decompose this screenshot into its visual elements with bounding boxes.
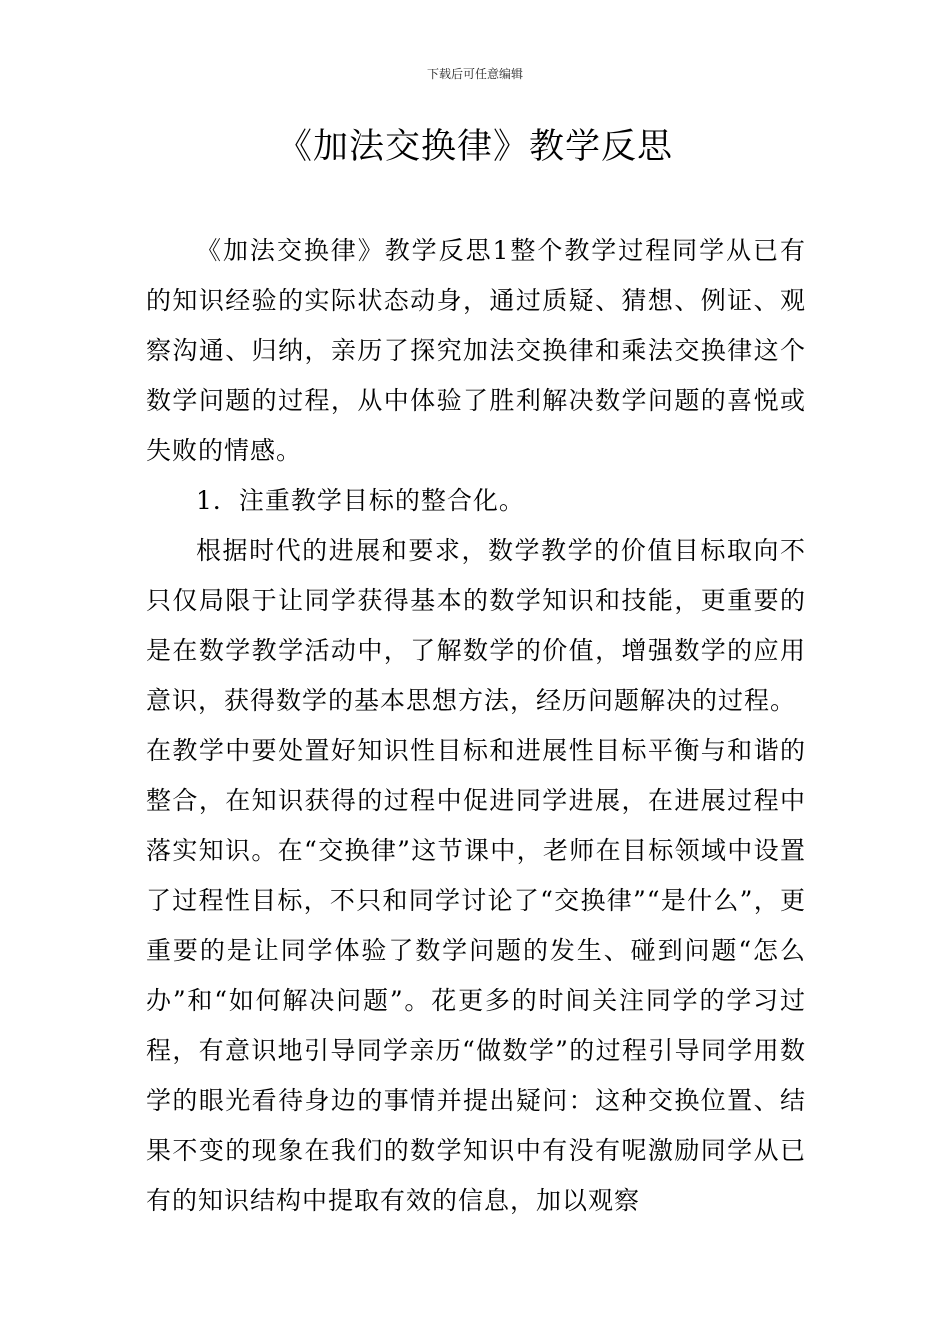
document-body — [146, 226, 806, 1226]
paragraph-integration: 在教学中要处置好知识性目标和进展性目标平衡与和谐的整合，在知识获得的过程中促进同学进展，在进展过程中落实知识。在“交换律”这节课中，老师在目标领域中设置了过程性目标，不只和同学讨论了“交换律”“是什么”，更重要的是让同学体验了数学问题的发生、碰到问题“怎么办”和“如何解决问题”。花更多的时间关注同学的学习过程，有意识地引导同学亲历“做数学”的过程引导同学用数学的眼光看待身边的事情并提出疑问：这种交换位置、结果不变的现象在我们的数学知识中有没有呢激励同学从已有的知识结构中提取有效的信息，加以观察 — [146, 736, 806, 1215]
paragraph-goals: 根据时代的进展和要求，数学教学的价值目标取向不只仅局限于让同学获得基本的数学知识和技能，更重要的是在数学教学活动中，了解数学的价值，增强数学的应用意识，获得数学的基本思想方法，经历问题解决的过程。 — [146, 536, 806, 715]
paragraph-intro: 《加法交换律》教学反思1整个教学过程同学从已有的知识经验的实际状态动身，通过质疑、猜想、例证、观察沟通、归纳，亲历了探究加法交换律和乘法交换律这个数学问题的过程，从中体验了胜利解决数学问题的喜悦或失败的情感。 — [146, 236, 806, 465]
document-title: 《加法交换律》教学反思 — [276, 127, 673, 167]
paragraph-heading-1: 1．注重教学目标的整合化。 — [196, 486, 525, 515]
page-header-note: 下载后可任意编辑 — [426, 67, 523, 81]
